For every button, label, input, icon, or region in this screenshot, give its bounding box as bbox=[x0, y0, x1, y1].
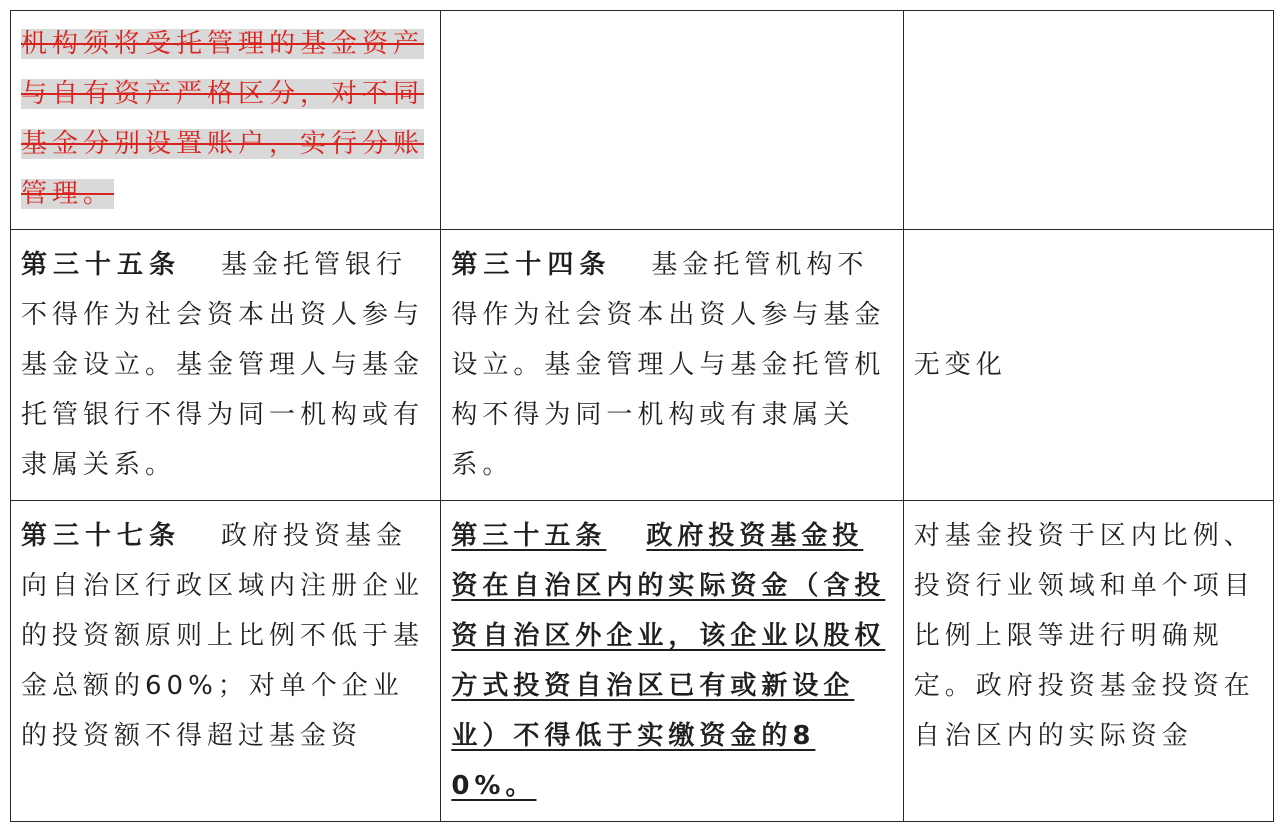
change-note-text: 无变化 bbox=[913, 350, 1007, 380]
change-note-cell bbox=[903, 230, 1273, 501]
old-provision-text: 政府投资基金向自治区行政区域内注册企业的投资额原则上比例不低于基金总额的60%；对单个企业的投资额不得超过基金资 bbox=[21, 521, 425, 751]
old-provision-cell bbox=[11, 11, 441, 230]
new-provision-text: 基金托管机构不得作为社会资本出资人参与基金设立。基金管理人与基金托管机构不得为同一机构或有隶属关系。 bbox=[451, 250, 886, 480]
new-provision-cell bbox=[441, 501, 903, 822]
change-note-text: 对基金投资于区内比例、投资行业领域和单个项目比例上限等进行明确规定。政府投资基金投资在自治区内的实际资金 bbox=[913, 521, 1255, 751]
change-note-cell bbox=[903, 11, 1273, 230]
old-article-number: 第三十七条 bbox=[21, 521, 182, 551]
old-article-number: 第三十五条 bbox=[21, 250, 182, 280]
deleted-text: 机构须将受托管理的基金资产与自有资产严格区分，对不同基金分别设置账户，实行分账管理。 bbox=[21, 29, 425, 209]
table-row bbox=[11, 501, 1274, 822]
new-provision-cell bbox=[441, 230, 903, 501]
old-provision-cell bbox=[11, 501, 441, 822]
new-article-number: 第三十四条 bbox=[451, 250, 612, 280]
old-provision-cell bbox=[11, 230, 441, 501]
new-article-number: 第三十五条 bbox=[451, 521, 607, 551]
new-provision-cell bbox=[441, 11, 903, 230]
regulation-comparison-table bbox=[10, 10, 1274, 822]
change-note-cell bbox=[903, 501, 1273, 822]
old-provision-text: 基金托管银行不得作为社会资本出资人参与基金设立。基金管理人与基金托管银行不得为同一机构或有隶属关系。 bbox=[21, 250, 425, 480]
table-row bbox=[11, 11, 1274, 230]
new-provision-text: 政府投资基金投资在自治区内的实际资金（含投资自治区外企业，该企业以股权方式投资自治区已有或新设企业）不得低于实缴资金的80%。 bbox=[451, 521, 886, 801]
table-row bbox=[11, 230, 1274, 501]
